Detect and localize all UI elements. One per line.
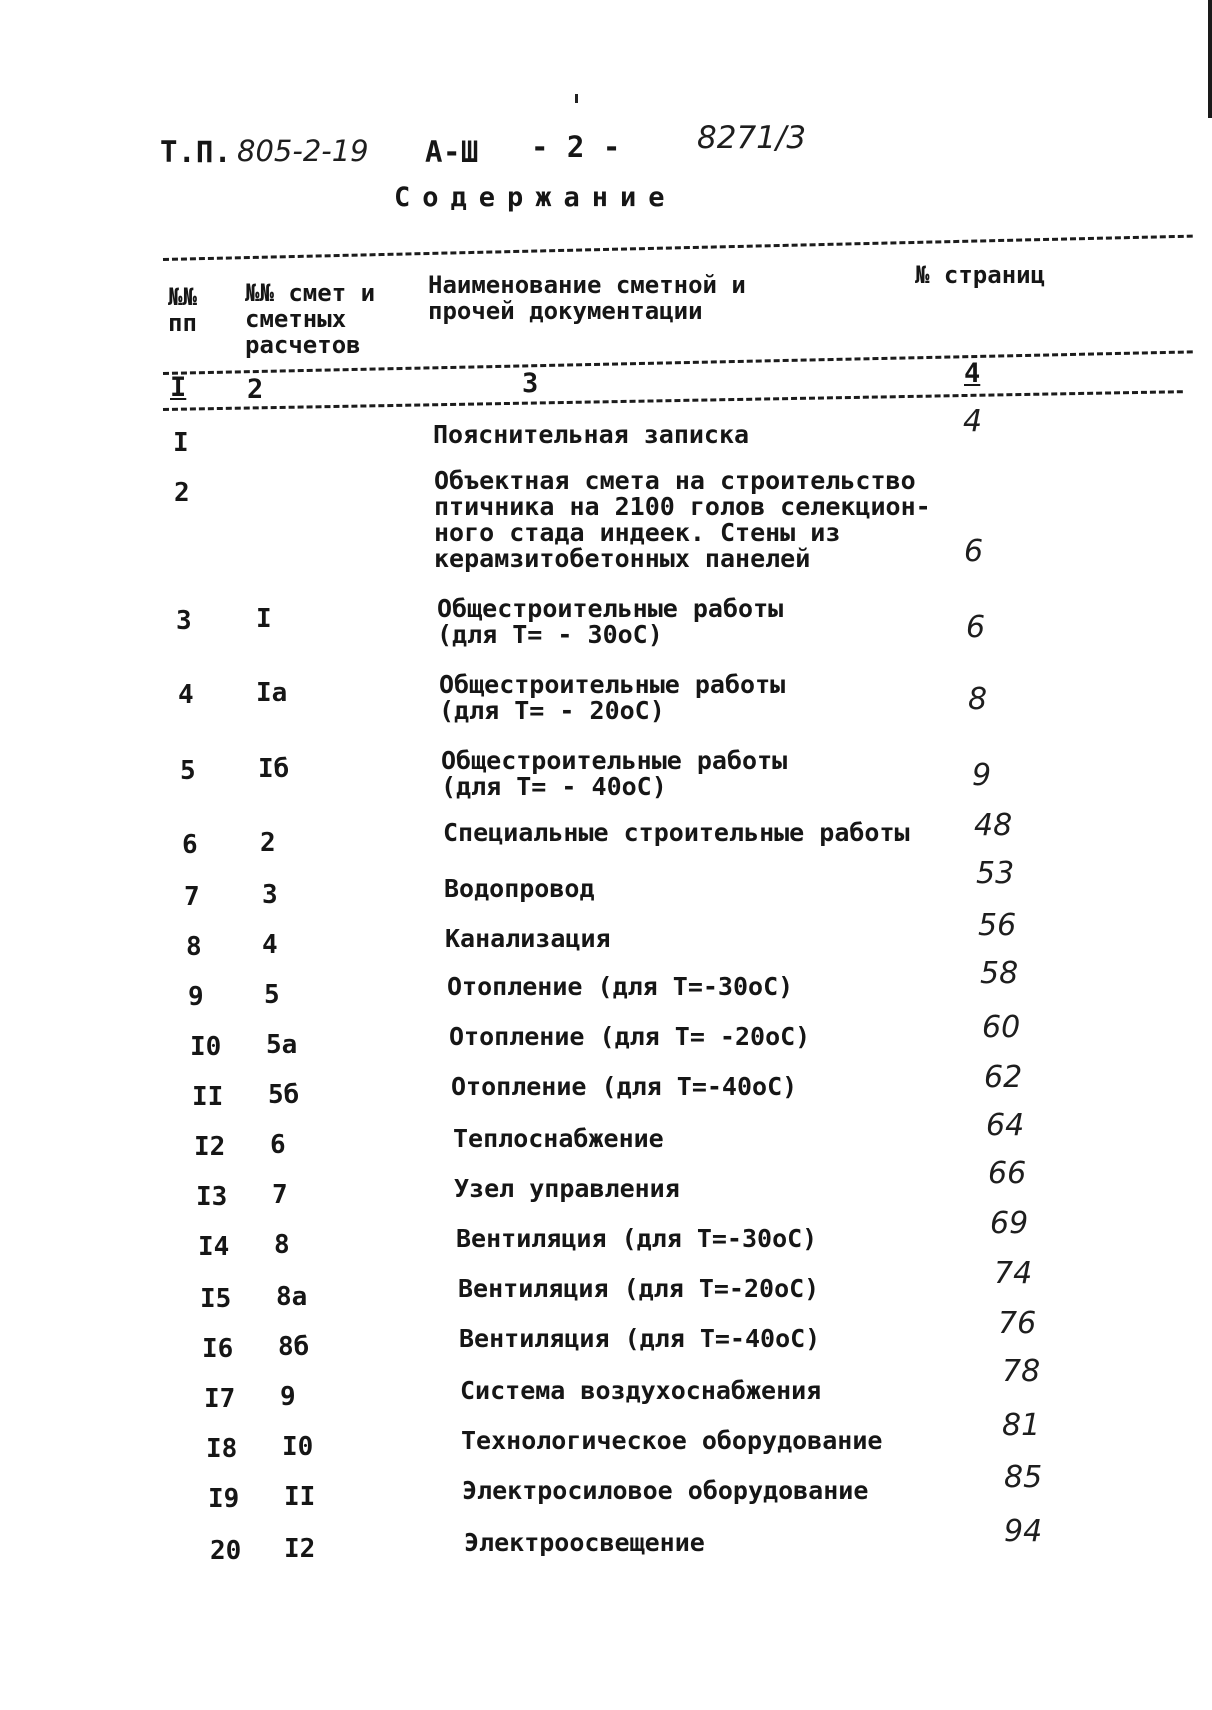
row-name: Специальные строительные работы	[443, 818, 910, 847]
col-header-name: Наименование сметной и прочей документации	[428, 271, 746, 325]
row-name: Общестроительные работы (для T= - 30оC)	[437, 594, 784, 649]
row-page: 85	[1004, 1460, 1043, 1495]
row-page: 74	[994, 1256, 1033, 1291]
row-name: Пояснительная записка	[433, 420, 750, 449]
row-page: 6	[964, 534, 984, 569]
row-name: Электроосвещение	[464, 1528, 705, 1557]
col-header-pp: №№ пп	[168, 283, 197, 337]
row-estimate: 9	[280, 1382, 296, 1412]
row-pp: 2	[174, 478, 190, 508]
row-pp: I2	[194, 1132, 226, 1162]
row-pp: 20	[210, 1536, 242, 1566]
row-estimate: 4	[262, 930, 278, 960]
row-estimate: II	[284, 1482, 316, 1512]
col-number-4: 4	[964, 358, 981, 389]
row-name: Канализация	[445, 924, 611, 953]
row-name: Водопровод	[444, 874, 595, 903]
document-number: 8271/3	[697, 120, 807, 156]
row-estimate: 7	[272, 1180, 288, 1210]
row-estimate: I	[256, 604, 272, 634]
row-estimate: I2	[284, 1534, 316, 1564]
project-number: 805-2-19	[237, 134, 369, 168]
row-estimate: 8б	[278, 1332, 310, 1362]
row-page: 53	[976, 856, 1015, 891]
row-estimate: 5а	[266, 1030, 298, 1060]
row-estimate: 2	[260, 828, 276, 858]
row-name: Теплоснабжение	[453, 1124, 664, 1153]
row-page: 56	[978, 908, 1017, 943]
row-pp: I	[173, 428, 189, 458]
row-estimate: 3	[262, 880, 278, 910]
row-name: Общестроительные работы (для T= - 40оC)	[441, 746, 788, 801]
row-page: 58	[980, 956, 1019, 991]
row-name: Система воздухоснабжения	[460, 1376, 822, 1405]
row-page: 76	[998, 1306, 1037, 1341]
row-name: Объектная смета на строительство птичника на 2100 голов селекцион- ного стада индеек. Стены из керамзитобетонных панелей	[434, 466, 931, 573]
row-pp: I8	[206, 1434, 238, 1464]
row-name: Электросиловое оборудование	[462, 1476, 869, 1505]
row-page: 4	[963, 404, 983, 439]
page-title: Содержание	[394, 182, 677, 213]
row-page: 78	[1002, 1354, 1041, 1389]
row-page: 8	[968, 682, 988, 717]
row-name: Вентиляция (для T=-20оC)	[458, 1274, 820, 1303]
album-number: А-Ш	[425, 135, 479, 169]
row-estimate: 8	[274, 1230, 290, 1260]
row-name: Отопление (для T= -20оC)	[449, 1022, 811, 1051]
row-estimate: Iа	[256, 678, 288, 708]
row-name: Вентиляция (для T=-40оC)	[459, 1324, 821, 1353]
row-name: Отопление (для T=-40оC)	[451, 1072, 798, 1101]
row-name: Технологическое оборудование	[461, 1426, 883, 1455]
col-number-1: I	[170, 372, 187, 403]
row-pp: I5	[200, 1284, 232, 1314]
col-number-3: 3	[522, 368, 539, 399]
col-header-estimates: №№ смет и сметных расчетов	[245, 279, 376, 359]
row-estimate: 5б	[268, 1080, 300, 1110]
row-page: 6	[966, 610, 986, 645]
row-page: 64	[986, 1108, 1025, 1143]
row-page: 81	[1002, 1408, 1041, 1443]
row-estimate: 5	[264, 980, 280, 1010]
row-pp: I3	[196, 1182, 228, 1212]
row-estimate: 6	[270, 1130, 286, 1160]
row-name: Общестроительные работы (для T= - 20оC)	[439, 670, 786, 725]
row-pp: II	[192, 1082, 224, 1112]
row-pp: 3	[176, 606, 192, 636]
col-number-2: 2	[247, 374, 264, 405]
row-page: 62	[984, 1060, 1023, 1095]
page-number: - 2 -	[531, 130, 621, 164]
row-pp: 7	[184, 882, 200, 912]
row-name: Вентиляция (для T=-30оC)	[456, 1224, 818, 1253]
row-page: 9	[972, 758, 992, 793]
row-pp: 4	[178, 680, 194, 710]
row-pp: I9	[208, 1484, 240, 1514]
col-header-pages: № страниц	[915, 261, 1046, 289]
row-page: 60	[982, 1010, 1021, 1045]
row-page: 69	[990, 1206, 1029, 1241]
row-pp: I0	[190, 1032, 222, 1062]
row-pp: 5	[180, 756, 196, 786]
row-estimate: I0	[282, 1432, 314, 1462]
row-name: Отопление (для T=-30оC)	[447, 972, 794, 1001]
row-pp: I4	[198, 1232, 230, 1262]
doc-code: Т.П.	[160, 135, 232, 169]
row-name: Узел управления	[454, 1174, 680, 1203]
row-page: 48	[974, 808, 1013, 843]
row-estimate: 8а	[276, 1282, 308, 1312]
row-pp: I6	[202, 1334, 234, 1364]
row-estimate: Iб	[258, 754, 290, 784]
row-pp: I7	[204, 1384, 236, 1414]
row-pp: 6	[182, 830, 198, 860]
row-pp: 8	[186, 932, 202, 962]
row-pp: 9	[188, 982, 204, 1012]
row-page: 94	[1004, 1514, 1043, 1549]
row-page: 66	[988, 1156, 1027, 1191]
